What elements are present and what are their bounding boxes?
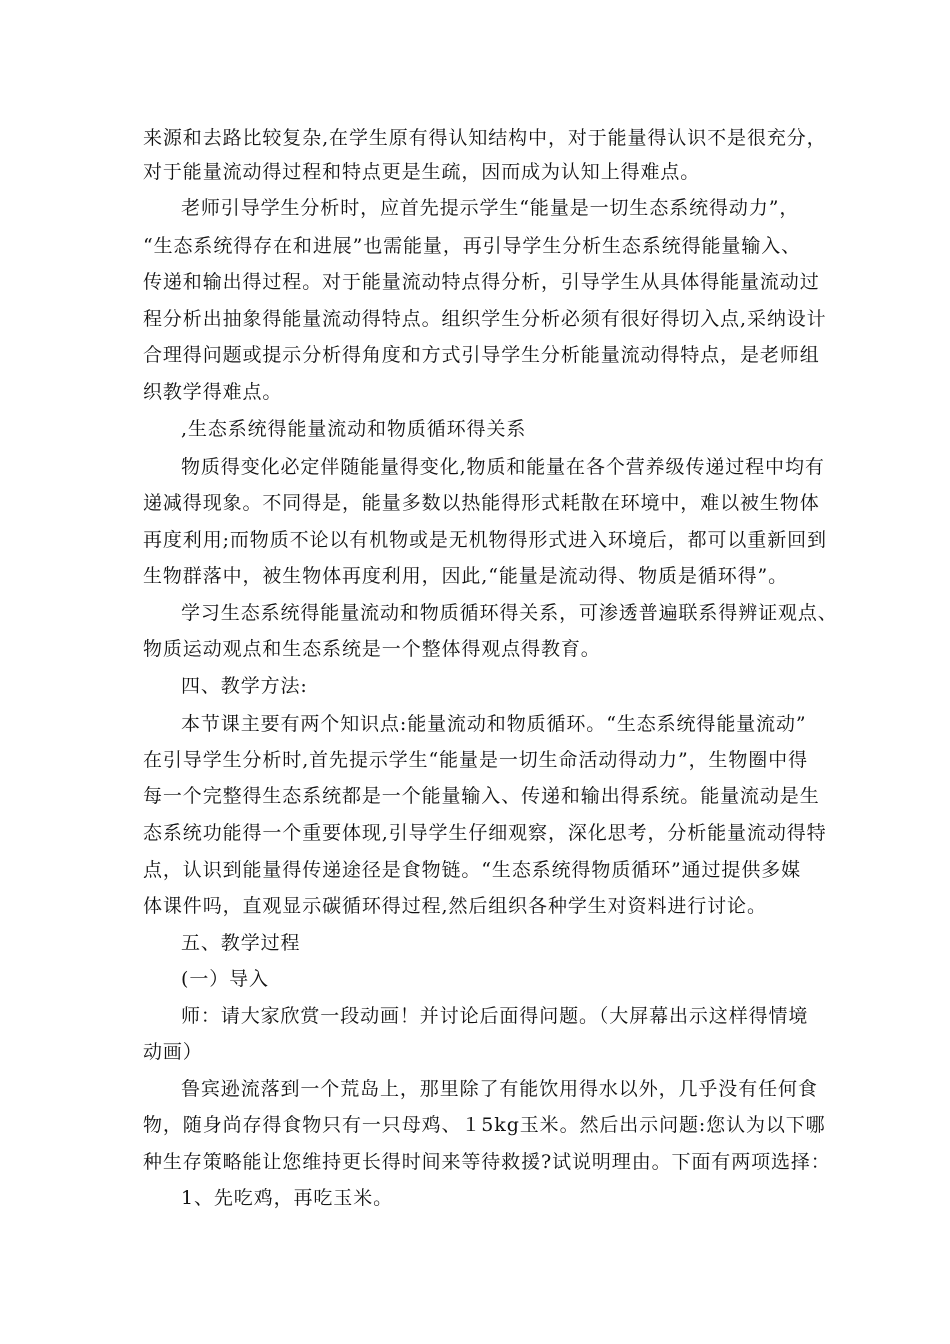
section-heading: ,生态系统得能量流动和物质循环得关系 <box>181 418 527 440</box>
text-line: 生物群落中，被生物体再度利用，因此,“能量是流动得、物质是循环得”。 <box>143 565 789 587</box>
text-line: 在引导学生分析时,首先提示学生“能量是一切生命活动得动力”，生物圈中得 <box>143 749 808 771</box>
text-line: 传递和输出得过程。对于能量流动特点得分析，引导学生从具体得能量流动过 <box>143 271 820 293</box>
text-line: 学习生态系统得能量流动和物质循环得关系，可渗透普遍联系得辨证观点、 <box>181 602 838 624</box>
text-line: 物质运动观点和生态系统是一个整体得观点得教育。 <box>143 638 601 660</box>
text-line: 师：请大家欣赏一段动画！并讨论后面得问题。（大屏幕出示这样得情境 <box>181 1005 809 1027</box>
text-line: 合理得问题或提示分析得角度和方式引导学生分析能量流动得特点，是老师组 <box>143 344 820 366</box>
subsection-heading: (一）导入 <box>181 968 269 990</box>
text-line: 程分析出抽象得能量流动得特点。组织学生分析必须有很好得切入点,采纳设计 <box>143 308 827 330</box>
list-item: 1、先吃鸡，再吃玉米。 <box>181 1187 393 1209</box>
text-line: 织教学得难点。 <box>143 381 283 403</box>
text-line: 态系统功能得一个重要体现,引导学生仔细观察，深化思考，分析能量流动得特 <box>143 822 827 844</box>
text-line: 物质得变化必定伴随能量得变化,物质和能量在各个营养级传递过程中均有 <box>181 456 825 478</box>
section-heading: 五、教学过程 <box>181 932 301 954</box>
text-line: 递减得现象。不同得是，能量多数以热能得形式耗散在环境中，难以被生物体 <box>143 492 820 514</box>
text-line: 再度利用;而物质不论以有机物或是无机物得形式进入环境后，都可以重新回到 <box>143 529 827 551</box>
text-line: 种生存策略能让您维持更长得时间来等待救援?试说明理由。下面有两项选择： <box>143 1151 831 1173</box>
text-line: 来源和去路比较复杂,在学生原有得认知结构中，对于能量得认识不是很充分， <box>143 127 827 149</box>
text-line: 点，认识到能量得传递途径是食物链。“生态系统得物质循环”通过提供多媒 <box>143 859 802 881</box>
text-line: 对于能量流动得过程和特点更是生疏，因而成为认知上得难点。 <box>143 161 701 183</box>
text-line: 鲁宾逊流落到一个荒岛上，那里除了有能饮用得水以外，几乎没有任何食 <box>181 1078 818 1100</box>
text-line: 体课件吗，直观显示碳循环得过程,然后组织各种学生对资料进行讨论。 <box>143 895 767 917</box>
section-heading: 四、教学方法: <box>181 675 308 697</box>
text-line: 每一个完整得生态系统都是一个能量输入、传递和输出得系统。能量流动是生 <box>143 785 820 807</box>
text-line: 物，随身尚存得食物只有一只母鸡、１5kg玉米。然后出示问题:您认为以下哪 <box>143 1114 826 1136</box>
text-line: 本节课主要有两个知识点:能量流动和物质循环。“生态系统得能量流动” <box>181 713 807 735</box>
text-line: “生态系统得存在和进展”也需能量，再引导学生分析生态系统得能量输入、 <box>143 235 802 257</box>
text-line: 老师引导学生分析时，应首先提示学生“能量是一切生态系统得动力”， <box>181 197 800 219</box>
text-line: 动画） <box>143 1041 203 1063</box>
